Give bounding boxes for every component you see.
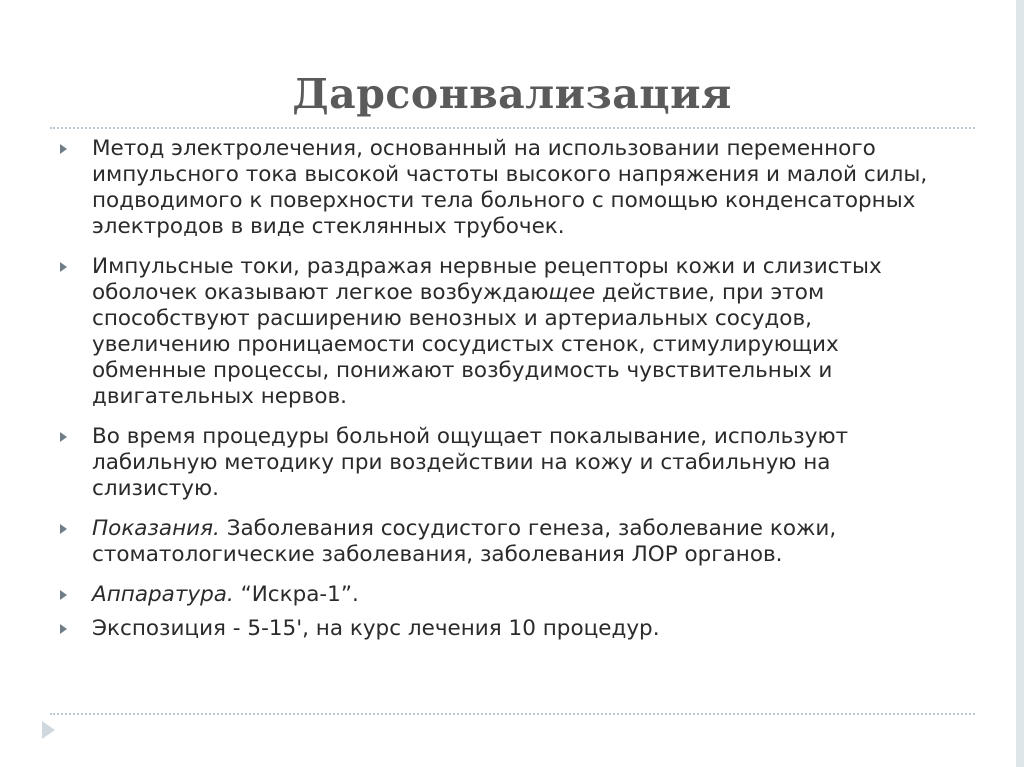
bullet-arrow-icon bbox=[60, 590, 67, 600]
bullet-list bbox=[60, 136, 940, 656]
bullet-text-part: Импульсные токи, раздражая нервные рецепторы кожи и слизистых оболочек оказывают легкое возбуждаю bbox=[92, 254, 882, 305]
bullet-arrow-icon bbox=[60, 624, 67, 634]
bullet-item-effect bbox=[60, 254, 940, 410]
bullet-item-procedure bbox=[60, 424, 940, 502]
bullet-text-part: действие, при этом способствуют расширению венозных и артериальных сосудов, увеличению проницаемости сосудистых стенок, стимулирующих обменные процессы, понижают возбудимость чувствительных и двигательных нервов. bbox=[92, 280, 839, 409]
top-divider bbox=[50, 127, 975, 129]
bullet-label: Аппаратура. bbox=[92, 582, 234, 607]
bullet-text: “Искра-1”. bbox=[233, 582, 359, 607]
bullet-item-exposure bbox=[60, 616, 940, 642]
bullet-item-apparatus bbox=[60, 582, 940, 608]
bullet-arrow-icon bbox=[60, 262, 67, 272]
bullet-text-italic: щее bbox=[548, 280, 596, 305]
bullet-item-method bbox=[60, 136, 940, 240]
bullet-text: Заболевания сосудистого генеза, заболевание кожи, стоматологические заболевания, заболевания ЛОР органов. bbox=[92, 516, 837, 567]
bullet-item-indications bbox=[60, 516, 940, 568]
bullet-text: Метод электролечения, основанный на использовании переменного импульсного тока высокой частоты высокого напряжения и малой силы, подводимого к поверхности тела больного с помощью конденсаторных электродов в виде стеклянных трубочек. bbox=[92, 136, 928, 239]
bullet-arrow-icon bbox=[60, 144, 67, 154]
bullet-arrow-icon bbox=[60, 524, 67, 534]
bottom-divider bbox=[50, 713, 975, 715]
bullet-text: Экспозиция - 5-15', на курс лечения 10 процедур. bbox=[92, 616, 660, 641]
bullet-label: Показания. bbox=[92, 516, 220, 541]
bullet-arrow-icon bbox=[60, 432, 67, 442]
corner-triangle-icon bbox=[42, 721, 55, 739]
bullet-text: Во время процедуры больной ощущает покалывание, используют лабильную методику при воздействии на кожу и стабильную на слизистую. bbox=[92, 424, 849, 501]
slide-title: Дарсонвализация bbox=[292, 70, 732, 118]
